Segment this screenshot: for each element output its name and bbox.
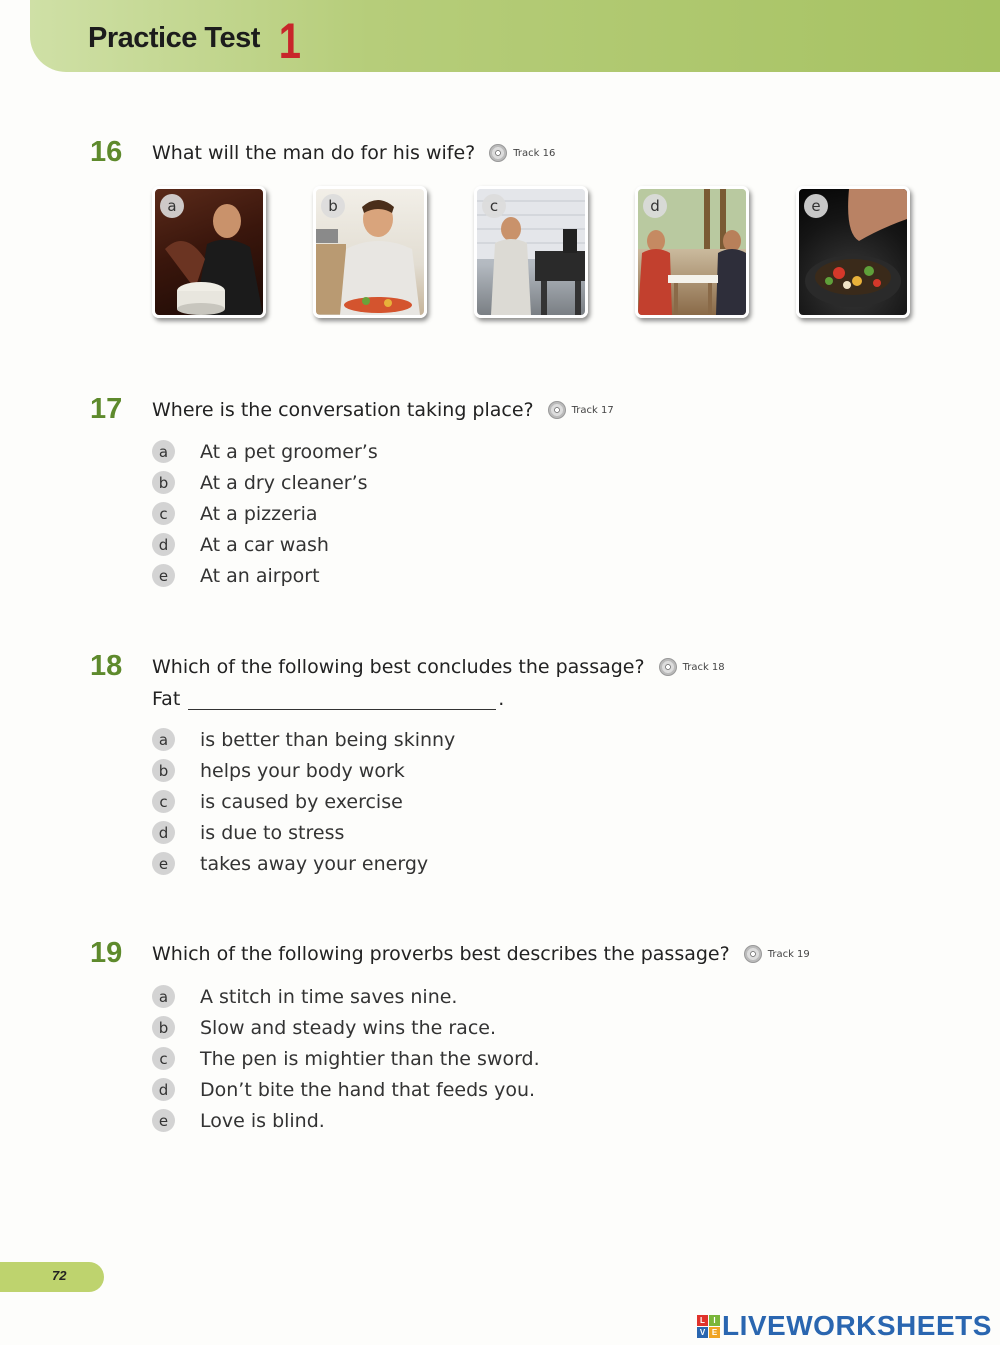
logo-icon [697, 1315, 720, 1338]
picture-letter: e [804, 194, 828, 218]
option-text: is due to stress [200, 821, 345, 844]
option-text: Love is blind. [200, 1109, 325, 1132]
option-text: At an airport [200, 564, 320, 587]
option-d[interactable] [152, 817, 455, 848]
option-letter: c [152, 502, 175, 525]
option-text: At a pizzeria [200, 502, 318, 525]
question-text: Which of the following best concludes the passage? [152, 656, 645, 678]
option-letter: c [152, 790, 175, 813]
option-a[interactable] [152, 724, 455, 755]
option-e[interactable] [152, 560, 378, 591]
option-text: helps your body work [200, 759, 405, 782]
option-text: takes away your energy [200, 852, 429, 875]
picture-option-c[interactable] [474, 186, 588, 318]
option-text: At a dry cleaner’s [200, 471, 368, 494]
track-label: Track 19 [767, 948, 810, 960]
test-number: 1 [278, 13, 302, 69]
picture-letter: c [482, 194, 506, 218]
option-letter: d [152, 533, 175, 556]
question-text: Which of the following proverbs best describes the passage? [152, 943, 730, 965]
fill-in-sentence [152, 688, 504, 710]
option-c[interactable] [152, 786, 455, 817]
option-e[interactable] [152, 848, 455, 879]
cd-icon [744, 945, 762, 963]
picture-option-d[interactable] [635, 186, 749, 318]
option-text: At a pet groomer’s [200, 440, 378, 463]
picture-option-e[interactable] [796, 186, 910, 318]
option-b[interactable] [152, 1012, 540, 1043]
question-19 [152, 943, 810, 965]
option-letter: a [152, 440, 175, 463]
track-16-button[interactable] [489, 144, 555, 162]
option-letter: a [152, 985, 175, 1008]
option-letter: b [152, 759, 175, 782]
page-title: Practice Test [88, 22, 260, 54]
answer-blank[interactable] [188, 690, 496, 710]
option-b[interactable] [152, 467, 378, 498]
track-18-button[interactable] [659, 658, 725, 676]
question-number-18: 18 [90, 650, 123, 682]
option-letter: e [152, 564, 175, 587]
option-d[interactable] [152, 1074, 540, 1105]
question-number-16: 16 [90, 136, 123, 168]
page-number: 72 [52, 1268, 67, 1283]
option-d[interactable] [152, 529, 378, 560]
option-a[interactable] [152, 981, 540, 1012]
logo-cell: E [709, 1327, 720, 1338]
option-text: is better than being skinny [200, 728, 456, 751]
option-letter: e [152, 852, 175, 875]
option-a[interactable] [152, 436, 378, 467]
logo-text: LIVEWORKSHEETS [722, 1310, 992, 1341]
sentence-end: . [498, 688, 505, 710]
picture-option-a[interactable] [152, 186, 266, 318]
option-text: The pen is mightier than the sword. [200, 1047, 540, 1070]
option-text: Slow and steady wins the race. [200, 1016, 497, 1039]
track-19-button[interactable] [744, 945, 810, 963]
options-17 [152, 436, 378, 591]
option-c[interactable] [152, 498, 378, 529]
option-letter: b [152, 471, 175, 494]
option-text: Don’t bite the hand that feeds you. [200, 1078, 536, 1101]
option-letter: a [152, 728, 175, 751]
question-18 [152, 656, 725, 678]
question-number-17: 17 [90, 393, 123, 425]
picture-letter: a [160, 194, 184, 218]
option-letter: c [152, 1047, 175, 1070]
picture-option-b[interactable] [313, 186, 427, 318]
track-label: Track 18 [682, 661, 725, 673]
logo-cell: L [697, 1315, 708, 1326]
track-label: Track 16 [513, 147, 556, 159]
option-text: A stitch in time saves nine. [200, 985, 458, 1008]
option-letter: d [152, 1078, 175, 1101]
logo-cell: I [709, 1315, 720, 1326]
option-e[interactable] [152, 1105, 540, 1136]
cd-icon [659, 658, 677, 676]
picture-letter: b [321, 194, 345, 218]
liveworksheets-logo [697, 1310, 992, 1342]
option-letter: b [152, 1016, 175, 1039]
option-letter: e [152, 1109, 175, 1132]
question-number-19: 19 [90, 937, 123, 969]
question-16 [152, 142, 555, 164]
cd-icon [489, 144, 507, 162]
option-b[interactable] [152, 755, 455, 786]
question-17 [152, 399, 614, 421]
track-label: Track 17 [571, 404, 614, 416]
question-text: What will the man do for his wife? [152, 142, 476, 164]
logo-cell: V [697, 1327, 708, 1338]
options-19 [152, 981, 540, 1136]
track-17-button[interactable] [548, 401, 614, 419]
option-text: At a car wash [200, 533, 329, 556]
option-c[interactable] [152, 1043, 540, 1074]
sentence-start: Fat [152, 688, 181, 710]
question-text: Where is the conversation taking place? [152, 399, 534, 421]
cd-icon [548, 401, 566, 419]
option-text: is caused by exercise [200, 790, 403, 813]
options-18 [152, 724, 455, 879]
option-letter: d [152, 821, 175, 844]
picture-letter: d [643, 194, 667, 218]
